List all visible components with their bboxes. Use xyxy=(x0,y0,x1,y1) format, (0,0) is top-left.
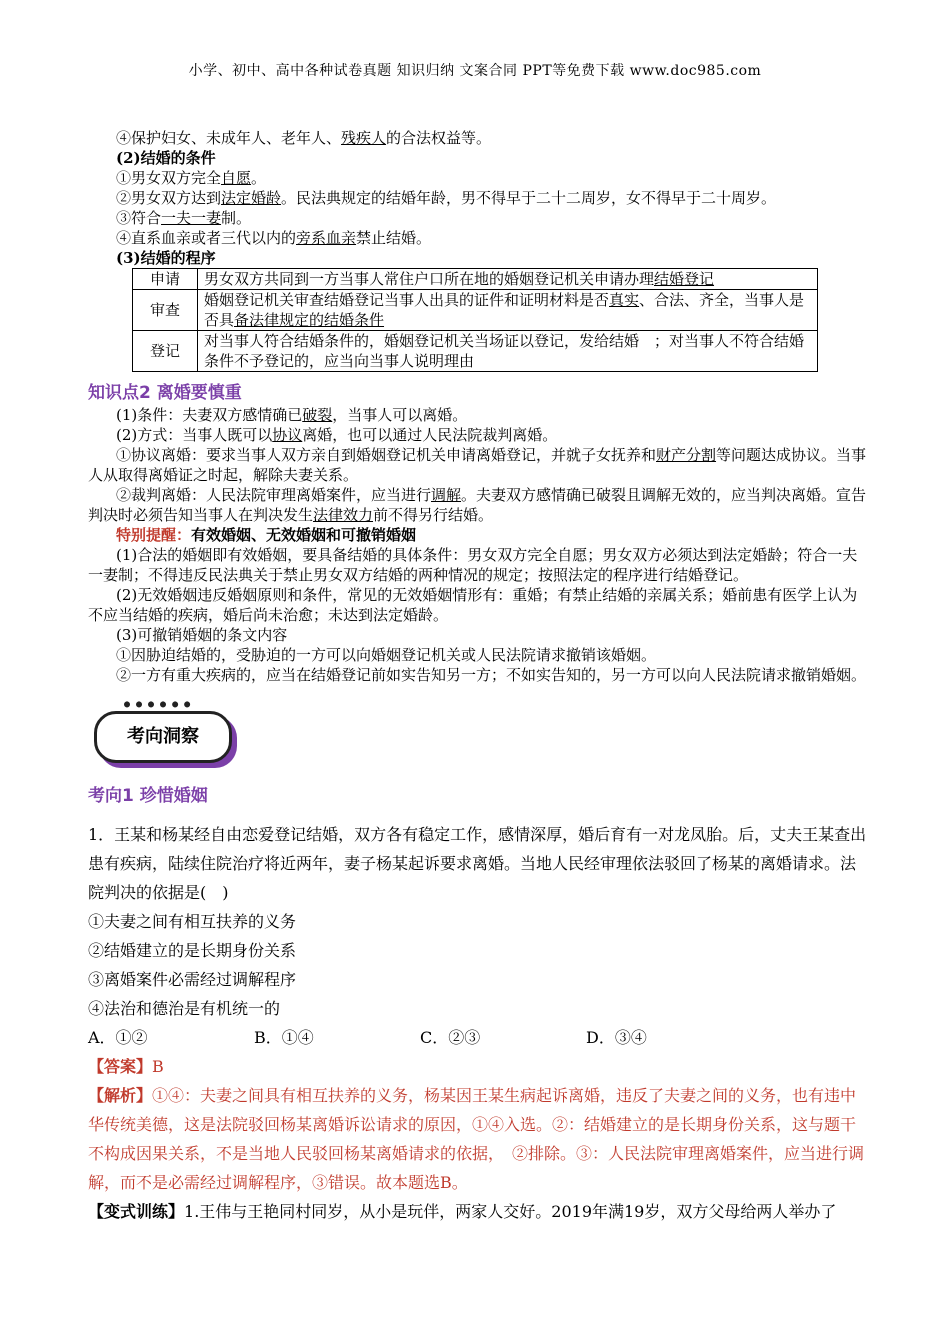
text-paragraph: ②一方有重大疾病的，应当在结婚登记前如实告知另一方；不如实告知的，另一方可以向人民法院请求撤销婚姻。 xyxy=(116,666,867,684)
question-stem: 1．王某和杨某经自由恋爱登记结婚，双方各有稳定工作，感情深厚，婚后育有一对龙凤胎。后，丈夫王某查出患有疾病，陆续住院治疗将近两年，妻子杨某起诉要求离婚。当地人民经审理依法驳回了杨某的离婚请求。法院判决的依据是( ) xyxy=(88,825,867,902)
text-line: ③符合一夫一妻制。 xyxy=(116,209,252,227)
variant-training: 【变式训练】1.王伟与王艳同村同岁，从小是玩伴，两家人交好。2019年满19岁，双方父母给两人举办了 xyxy=(88,1202,837,1221)
text-paragraph: (2)无效婚姻违反婚姻原则和条件，常见的无效婚姻情形有：重婚；有禁止结婚的亲属关系；婚前患有医学上认为不应当结婚的疾病，婚后尚未治愈；未达到法定婚龄。 xyxy=(88,586,858,624)
explanation: 【解析】①④：夫妻之间具有相互扶养的义务，杨某因王某生病起诉离婚，违反了夫妻之间的义务，也有违中华传统美德，这是法院驳回杨某离婚诉讼请求的原因，①④入选。②：结婚建立的是长期身份关系，这与题干不构成因果关系，不是当地人民驳回杨某离婚请求的依据， ②排除。③：人民法院审理离婚案件，应当进行调解，而不是必需经过调解程序，③错误。故本题选B。 xyxy=(88,1086,865,1192)
statement: ③离婚案件必需经过调解程序 xyxy=(88,970,297,989)
table-cell: 男女双方共同到一方当事人常住户口所在地的婚姻登记机关申请办理结婚登记 xyxy=(198,269,818,290)
table-cell-key: 审查 xyxy=(133,290,198,331)
main-content xyxy=(88,128,868,1226)
text-paragraph: ①协议离婚：要求当事人双方亲自到婚姻登记机关申请离婚登记，并就子女抚养和财产分割等问题达成协议。当事人从取得离婚证之时起，解除夫妻关系。 xyxy=(88,446,867,484)
binder-rings-icon: ●●●●●● xyxy=(124,699,197,710)
text-paragraph: ②裁判离婚：人民法院审理离婚案件，应当进行调解。夫妻双方感情确已破裂且调解无效的，应当判决离婚。宣告判决时必须告知当事人在判决发生法律效力前不得另行结婚。 xyxy=(88,486,867,524)
table-row xyxy=(133,290,818,331)
knowledge-point-title: 知识点2 离婚要慎重 xyxy=(88,383,242,403)
section-badge-wrap xyxy=(88,699,868,773)
text-line: ①因胁迫结婚的，受胁迫的一方可以向婚姻登记机关或人民法院请求撤销该婚姻。 xyxy=(116,646,657,664)
answer-line: 【答案】B xyxy=(88,1057,164,1076)
answer-options xyxy=(88,1023,868,1052)
table-row xyxy=(133,331,818,372)
option-a: A．①② xyxy=(88,1028,148,1047)
table-row xyxy=(133,269,818,290)
option-c: C．②③ xyxy=(420,1028,481,1047)
special-tip: 特别提醒：有效婚姻、无效婚姻和可撤销婚姻 xyxy=(116,526,417,544)
table-cell-key: 申请 xyxy=(133,269,198,290)
table-cell: 对当事人符合结婚条件的，婚姻登记机关当场证以登记，发给结婚 ；对当事人不符合结婚条件不予登记的，应当向当事人说明理由 xyxy=(198,331,818,372)
marriage-procedure-table xyxy=(132,268,818,372)
text-line: (3)可撤销婚姻的条文内容 xyxy=(116,626,288,644)
statement: ④法治和德治是有机统一的 xyxy=(88,999,281,1018)
option-d: D．③④ xyxy=(586,1028,647,1047)
text-line: (2)方式：当事人既可以协议离婚，也可以通过人民法院裁判离婚。 xyxy=(116,426,558,444)
table-cell-key: 登记 xyxy=(133,331,198,372)
option-b: B．①④ xyxy=(254,1028,314,1047)
page-header: 小学、初中、高中各种试卷真题 知识归纳 文案合同 PPT等免费下载 www.doc985.com xyxy=(188,63,762,79)
text-line: ②男女双方达到法定婚龄。民法典规定的结婚年龄，男不得早于二十二周岁，女不得早于二十周岁。 xyxy=(116,189,777,207)
subheading: (3)结婚的程序 xyxy=(116,249,216,267)
statement: ②结婚建立的是长期身份关系 xyxy=(88,941,297,960)
text-line: ①男女双方完全自愿。 xyxy=(116,169,267,187)
section-badge: 考向洞察 xyxy=(94,711,232,763)
text-line: ④直系血亲或者三代以内的旁系血亲禁止结婚。 xyxy=(116,229,432,247)
text-paragraph: (1)合法的婚姻即有效婚姻，要具备结婚的具体条件：男女双方完全自愿；男女双方必须达到法定婚龄；符合一夫一妻制；不得违反民法典关于禁止男女双方结婚的两种情况的规定；按照法定的程序进行结婚登记。 xyxy=(88,546,858,584)
section-title: 考向1 珍惜婚姻 xyxy=(88,786,208,806)
subheading: (2)结婚的条件 xyxy=(116,149,216,167)
statement: ①夫妻之间有相互扶养的义务 xyxy=(88,912,297,931)
table-cell: 婚姻登记机关审查结婚登记当事人出具的证件和证明材料是否真实、合法、齐全，当事人是否具备法律规定的结婚条件 xyxy=(198,290,818,331)
text-line: ④保护妇女、未成年人、老年人、残疾人的合法权益等。 xyxy=(116,129,492,147)
text-line: (1)条件：夫妻双方感情确已破裂，当事人可以离婚。 xyxy=(116,406,468,424)
